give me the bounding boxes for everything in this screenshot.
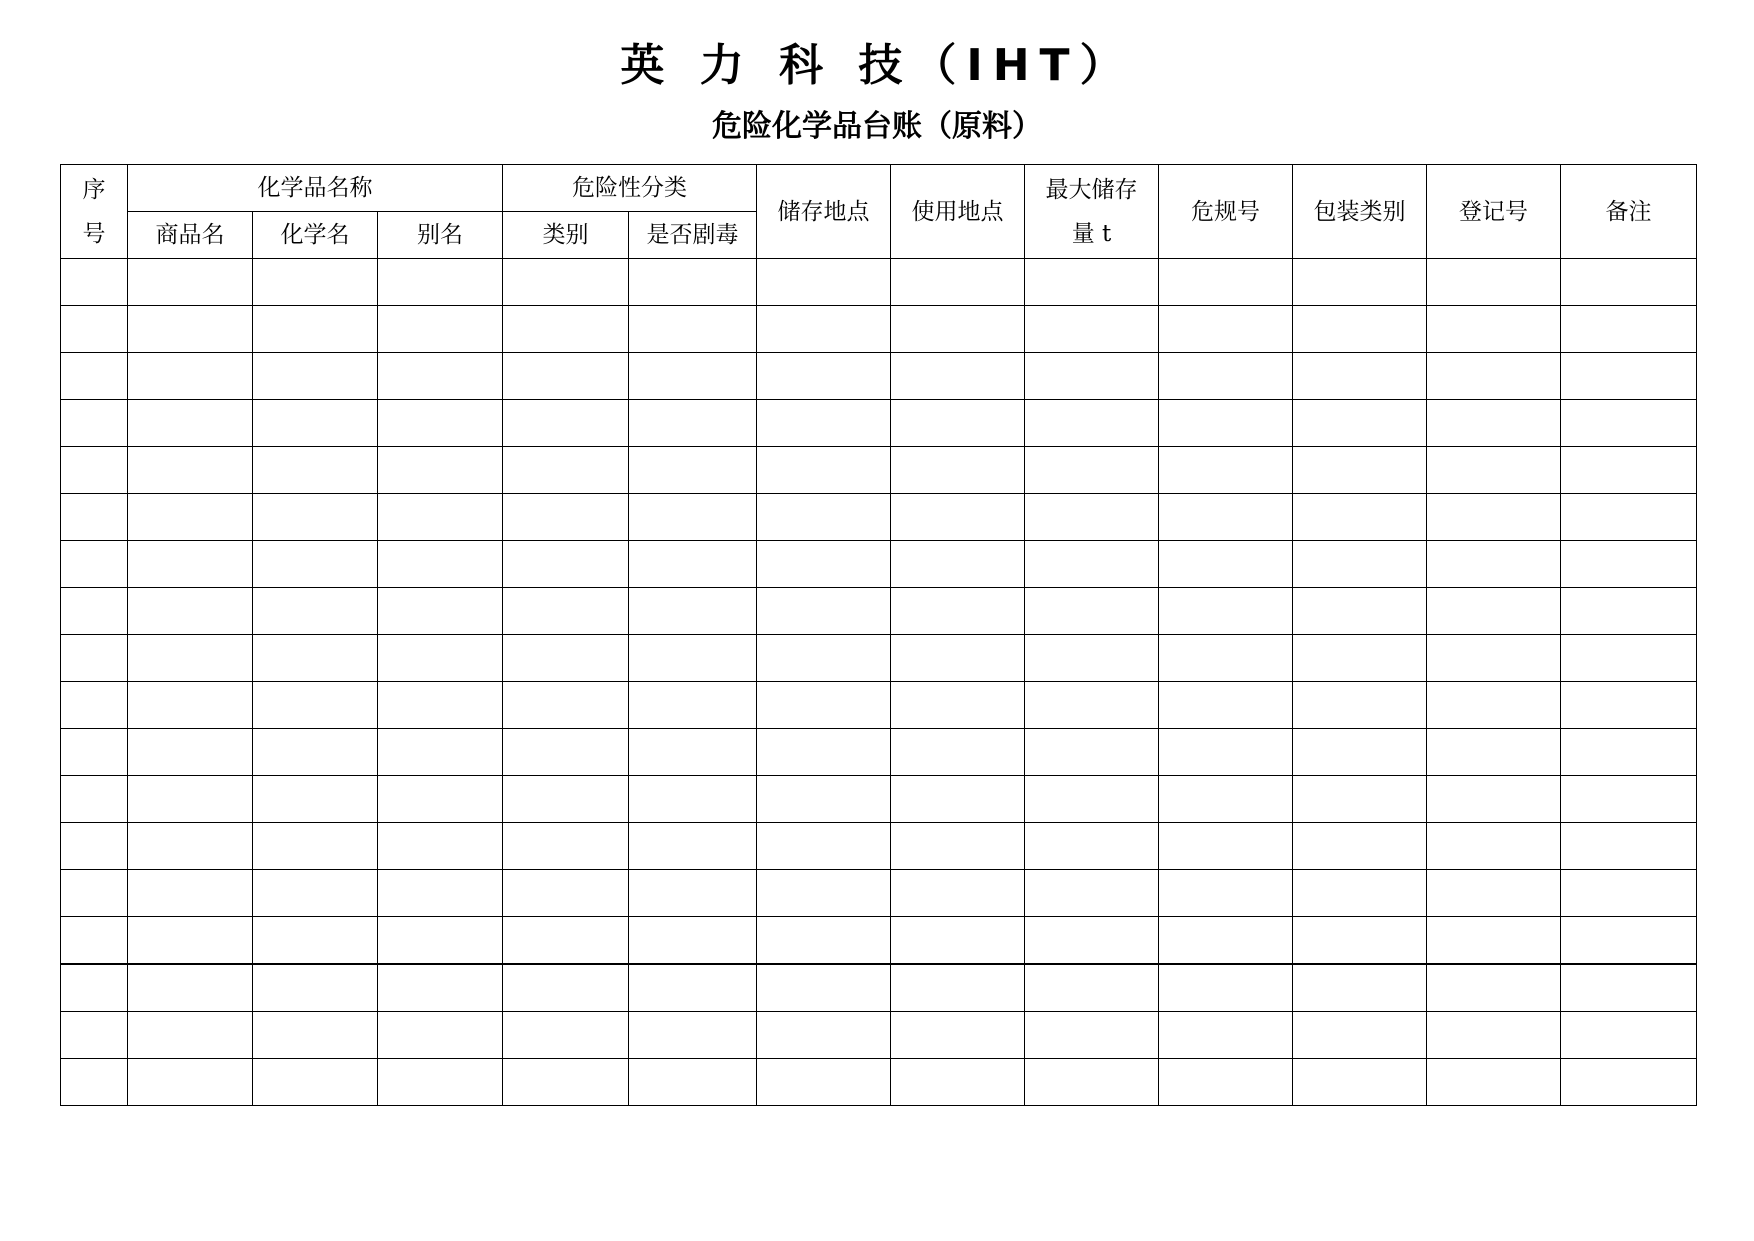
serial-cell[interactable] xyxy=(61,588,128,635)
table-row xyxy=(61,917,1697,965)
chemical-name-cell[interactable] xyxy=(253,729,378,776)
chemical-name-cell[interactable] xyxy=(253,447,378,494)
usage-location-cell[interactable] xyxy=(891,870,1025,917)
max-storage-cell[interactable] xyxy=(1025,870,1159,917)
max-storage-cell[interactable] xyxy=(1025,447,1159,494)
chemical-name-cell[interactable] xyxy=(253,917,378,965)
usage-location-cell[interactable] xyxy=(891,400,1025,447)
category-cell[interactable] xyxy=(503,447,629,494)
highly-toxic-cell[interactable] xyxy=(629,1059,757,1106)
max-storage-cell[interactable] xyxy=(1025,494,1159,541)
remarks-cell[interactable] xyxy=(1561,588,1697,635)
chemical-name-cell[interactable] xyxy=(253,353,378,400)
header-max-storage xyxy=(1025,165,1159,259)
usage-location-cell[interactable] xyxy=(891,917,1025,965)
table-row xyxy=(61,306,1697,353)
chemical-name-cell[interactable] xyxy=(253,1012,378,1059)
category-cell[interactable] xyxy=(503,917,629,965)
category-cell[interactable] xyxy=(503,682,629,729)
packaging-category-cell[interactable] xyxy=(1293,306,1427,353)
highly-toxic-cell[interactable] xyxy=(629,588,757,635)
trade-name-cell[interactable] xyxy=(128,306,253,353)
highly-toxic-cell[interactable] xyxy=(629,494,757,541)
remarks-cell[interactable] xyxy=(1561,447,1697,494)
chemical-name-cell[interactable] xyxy=(253,494,378,541)
remarks-cell[interactable] xyxy=(1561,353,1697,400)
highly-toxic-cell[interactable] xyxy=(629,259,757,306)
alias-cell[interactable] xyxy=(378,541,503,588)
header-packaging-category: 包装类别 xyxy=(1293,165,1427,259)
header-trade-name: 商品名 xyxy=(128,212,253,259)
header-row-1 xyxy=(61,165,1697,212)
packaging-category-cell[interactable] xyxy=(1293,776,1427,823)
header-serial-line2: 号 xyxy=(82,220,106,247)
category-cell[interactable] xyxy=(503,400,629,447)
serial-cell[interactable] xyxy=(61,964,128,1012)
alias-cell[interactable] xyxy=(378,917,503,965)
max-storage-cell[interactable] xyxy=(1025,588,1159,635)
registration-no-cell[interactable] xyxy=(1427,964,1561,1012)
alias-cell[interactable] xyxy=(378,682,503,729)
trade-name-cell[interactable] xyxy=(128,400,253,447)
packaging-category-cell[interactable] xyxy=(1293,494,1427,541)
registration-no-cell[interactable] xyxy=(1427,541,1561,588)
category-cell[interactable] xyxy=(503,259,629,306)
trade-name-cell[interactable] xyxy=(128,1012,253,1059)
category-cell[interactable] xyxy=(503,1012,629,1059)
remarks-cell[interactable] xyxy=(1561,776,1697,823)
usage-location-cell[interactable] xyxy=(891,306,1025,353)
usage-location-cell[interactable] xyxy=(891,494,1025,541)
alias-cell[interactable] xyxy=(378,1012,503,1059)
dangerous-goods-no-cell[interactable] xyxy=(1159,776,1293,823)
storage-location-cell[interactable] xyxy=(757,776,891,823)
registration-no-cell[interactable] xyxy=(1427,870,1561,917)
table-row xyxy=(61,494,1697,541)
dangerous-goods-no-cell[interactable] xyxy=(1159,964,1293,1012)
highly-toxic-cell[interactable] xyxy=(629,870,757,917)
header-hazard-group: 危险性分类 xyxy=(503,165,757,212)
serial-cell[interactable] xyxy=(61,400,128,447)
max-storage-cell[interactable] xyxy=(1025,400,1159,447)
registration-no-cell[interactable] xyxy=(1427,1059,1561,1106)
dangerous-goods-no-cell[interactable] xyxy=(1159,635,1293,682)
remarks-cell[interactable] xyxy=(1561,635,1697,682)
remarks-cell[interactable] xyxy=(1561,494,1697,541)
dangerous-goods-no-cell[interactable] xyxy=(1159,259,1293,306)
remarks-cell[interactable] xyxy=(1561,729,1697,776)
storage-location-cell[interactable] xyxy=(757,823,891,870)
registration-no-cell[interactable] xyxy=(1427,729,1561,776)
storage-location-cell[interactable] xyxy=(757,682,891,729)
table-row xyxy=(61,729,1697,776)
remarks-cell[interactable] xyxy=(1561,1012,1697,1059)
table-row xyxy=(61,964,1697,1012)
alias-cell[interactable] xyxy=(378,1059,503,1106)
category-cell[interactable] xyxy=(503,588,629,635)
usage-location-cell[interactable] xyxy=(891,964,1025,1012)
highly-toxic-cell[interactable] xyxy=(629,635,757,682)
registration-no-cell[interactable] xyxy=(1427,259,1561,306)
dangerous-goods-no-cell[interactable] xyxy=(1159,353,1293,400)
max-storage-cell[interactable] xyxy=(1025,917,1159,965)
packaging-category-cell[interactable] xyxy=(1293,541,1427,588)
usage-location-cell[interactable] xyxy=(891,541,1025,588)
registration-no-cell[interactable] xyxy=(1427,1012,1561,1059)
highly-toxic-cell[interactable] xyxy=(629,682,757,729)
trade-name-cell[interactable] xyxy=(128,494,253,541)
table-row xyxy=(61,400,1697,447)
registration-no-cell[interactable] xyxy=(1427,682,1561,729)
alias-cell[interactable] xyxy=(378,964,503,1012)
alias-cell[interactable] xyxy=(378,588,503,635)
registration-no-cell[interactable] xyxy=(1427,588,1561,635)
packaging-category-cell[interactable] xyxy=(1293,1059,1427,1106)
table-row xyxy=(61,776,1697,823)
remarks-cell[interactable] xyxy=(1561,682,1697,729)
category-cell[interactable] xyxy=(503,306,629,353)
remarks-cell[interactable] xyxy=(1561,306,1697,353)
packaging-category-cell[interactable] xyxy=(1293,635,1427,682)
chemical-name-cell[interactable] xyxy=(253,588,378,635)
chemical-name-cell[interactable] xyxy=(253,870,378,917)
packaging-category-cell[interactable] xyxy=(1293,1012,1427,1059)
category-cell[interactable] xyxy=(503,494,629,541)
alias-cell[interactable] xyxy=(378,494,503,541)
highly-toxic-cell[interactable] xyxy=(629,964,757,1012)
dangerous-goods-no-cell[interactable] xyxy=(1159,1012,1293,1059)
chemical-name-cell[interactable] xyxy=(253,776,378,823)
usage-location-cell[interactable] xyxy=(891,1012,1025,1059)
storage-location-cell[interactable] xyxy=(757,400,891,447)
highly-toxic-cell[interactable] xyxy=(629,729,757,776)
serial-cell[interactable] xyxy=(61,1012,128,1059)
table-row xyxy=(61,541,1697,588)
category-cell[interactable] xyxy=(503,870,629,917)
header-serial-line1: 序 xyxy=(82,176,106,203)
dangerous-goods-no-cell[interactable] xyxy=(1159,447,1293,494)
alias-cell[interactable] xyxy=(378,400,503,447)
packaging-category-cell[interactable] xyxy=(1293,682,1427,729)
trade-name-cell[interactable] xyxy=(128,776,253,823)
serial-cell[interactable] xyxy=(61,635,128,682)
highly-toxic-cell[interactable] xyxy=(629,541,757,588)
max-storage-cell[interactable] xyxy=(1025,823,1159,870)
trade-name-cell[interactable] xyxy=(128,1059,253,1106)
chemical-name-cell[interactable] xyxy=(253,541,378,588)
trade-name-cell[interactable] xyxy=(128,682,253,729)
packaging-category-cell[interactable] xyxy=(1293,870,1427,917)
trade-name-cell[interactable] xyxy=(128,823,253,870)
usage-location-cell[interactable] xyxy=(891,447,1025,494)
usage-location-cell[interactable] xyxy=(891,776,1025,823)
registration-no-cell[interactable] xyxy=(1427,353,1561,400)
alias-cell[interactable] xyxy=(378,306,503,353)
alias-cell[interactable] xyxy=(378,870,503,917)
table-row xyxy=(61,353,1697,400)
serial-cell[interactable] xyxy=(61,306,128,353)
category-cell[interactable] xyxy=(503,635,629,682)
trade-name-cell[interactable] xyxy=(128,635,253,682)
trade-name-cell[interactable] xyxy=(128,729,253,776)
usage-location-cell[interactable] xyxy=(891,353,1025,400)
registration-no-cell[interactable] xyxy=(1427,306,1561,353)
max-storage-cell[interactable] xyxy=(1025,353,1159,400)
highly-toxic-cell[interactable] xyxy=(629,1012,757,1059)
trade-name-cell[interactable] xyxy=(128,870,253,917)
packaging-category-cell[interactable] xyxy=(1293,729,1427,776)
dangerous-goods-no-cell[interactable] xyxy=(1159,1059,1293,1106)
highly-toxic-cell[interactable] xyxy=(629,447,757,494)
header-serial-number xyxy=(61,165,128,259)
packaging-category-cell[interactable] xyxy=(1293,917,1427,965)
highly-toxic-cell[interactable] xyxy=(629,400,757,447)
category-cell[interactable] xyxy=(503,353,629,400)
registration-no-cell[interactable] xyxy=(1427,447,1561,494)
dangerous-goods-no-cell[interactable] xyxy=(1159,823,1293,870)
remarks-cell[interactable] xyxy=(1561,823,1697,870)
table-row xyxy=(61,870,1697,917)
serial-cell[interactable] xyxy=(61,1059,128,1106)
storage-location-cell[interactable] xyxy=(757,353,891,400)
table-row xyxy=(61,823,1697,870)
storage-location-cell[interactable] xyxy=(757,306,891,353)
registration-no-cell[interactable] xyxy=(1427,635,1561,682)
chemical-name-cell[interactable] xyxy=(253,823,378,870)
dangerous-goods-no-cell[interactable] xyxy=(1159,494,1293,541)
storage-location-cell[interactable] xyxy=(757,447,891,494)
dangerous-goods-no-cell[interactable] xyxy=(1159,917,1293,965)
usage-location-cell[interactable] xyxy=(891,259,1025,306)
dangerous-goods-no-cell[interactable] xyxy=(1159,306,1293,353)
alias-cell[interactable] xyxy=(378,259,503,306)
registration-no-cell[interactable] xyxy=(1427,494,1561,541)
alias-cell[interactable] xyxy=(378,635,503,682)
table-row xyxy=(61,259,1697,306)
table-row xyxy=(61,682,1697,729)
header-dangerous-goods-no: 危规号 xyxy=(1159,165,1293,259)
remarks-cell[interactable] xyxy=(1561,917,1697,965)
storage-location-cell[interactable] xyxy=(757,1012,891,1059)
chemical-ledger-table xyxy=(60,164,1697,1106)
chemical-name-cell[interactable] xyxy=(253,682,378,729)
serial-cell[interactable] xyxy=(61,776,128,823)
table-row xyxy=(61,447,1697,494)
registration-no-cell[interactable] xyxy=(1427,400,1561,447)
document-subtitle: 危险化学品台账（原料） xyxy=(712,109,1042,144)
chemical-name-cell[interactable] xyxy=(253,1059,378,1106)
table-row xyxy=(61,1012,1697,1059)
usage-location-cell[interactable] xyxy=(891,635,1025,682)
max-storage-cell[interactable] xyxy=(1025,776,1159,823)
max-storage-cell[interactable] xyxy=(1025,306,1159,353)
serial-cell[interactable] xyxy=(61,823,128,870)
trade-name-cell[interactable] xyxy=(128,541,253,588)
usage-location-cell[interactable] xyxy=(891,823,1025,870)
chemical-name-cell[interactable] xyxy=(253,306,378,353)
header-max-storage-line1: 最大储存 xyxy=(1045,176,1138,203)
category-cell[interactable] xyxy=(503,729,629,776)
highly-toxic-cell[interactable] xyxy=(629,823,757,870)
max-storage-cell[interactable] xyxy=(1025,1059,1159,1106)
serial-cell[interactable] xyxy=(61,917,128,965)
remarks-cell[interactable] xyxy=(1561,870,1697,917)
max-storage-cell[interactable] xyxy=(1025,682,1159,729)
storage-location-cell[interactable] xyxy=(757,964,891,1012)
storage-location-cell[interactable] xyxy=(757,588,891,635)
remarks-cell[interactable] xyxy=(1561,541,1697,588)
alias-cell[interactable] xyxy=(378,776,503,823)
header-chemical-name-group: 化学品名称 xyxy=(128,165,503,212)
remarks-cell[interactable] xyxy=(1561,1059,1697,1106)
header-registration-no: 登记号 xyxy=(1427,165,1561,259)
header-category: 类别 xyxy=(503,212,629,259)
packaging-category-cell[interactable] xyxy=(1293,400,1427,447)
trade-name-cell[interactable] xyxy=(128,588,253,635)
highly-toxic-cell[interactable] xyxy=(629,306,757,353)
header-chemical-name: 化学名 xyxy=(253,212,378,259)
trade-name-cell[interactable] xyxy=(128,353,253,400)
dangerous-goods-no-cell[interactable] xyxy=(1159,588,1293,635)
packaging-category-cell[interactable] xyxy=(1293,964,1427,1012)
packaging-category-cell[interactable] xyxy=(1293,447,1427,494)
highly-toxic-cell[interactable] xyxy=(629,776,757,823)
max-storage-cell[interactable] xyxy=(1025,541,1159,588)
header-usage-location: 使用地点 xyxy=(891,165,1025,259)
document-title: 英 力 科 技（IHT） xyxy=(620,40,1134,91)
dangerous-goods-no-cell[interactable] xyxy=(1159,729,1293,776)
max-storage-cell[interactable] xyxy=(1025,964,1159,1012)
serial-cell[interactable] xyxy=(61,447,128,494)
chemical-name-cell[interactable] xyxy=(253,259,378,306)
header-storage-location: 储存地点 xyxy=(757,165,891,259)
max-storage-cell[interactable] xyxy=(1025,1012,1159,1059)
dangerous-goods-no-cell[interactable] xyxy=(1159,400,1293,447)
storage-location-cell[interactable] xyxy=(757,917,891,965)
packaging-category-cell[interactable] xyxy=(1293,259,1427,306)
storage-location-cell[interactable] xyxy=(757,494,891,541)
serial-cell[interactable] xyxy=(61,870,128,917)
registration-no-cell[interactable] xyxy=(1427,917,1561,965)
alias-cell[interactable] xyxy=(378,823,503,870)
storage-location-cell[interactable] xyxy=(757,259,891,306)
packaging-category-cell[interactable] xyxy=(1293,588,1427,635)
max-storage-cell[interactable] xyxy=(1025,729,1159,776)
table-row xyxy=(61,1059,1697,1106)
category-cell[interactable] xyxy=(503,823,629,870)
packaging-category-cell[interactable] xyxy=(1293,823,1427,870)
usage-location-cell[interactable] xyxy=(891,588,1025,635)
remarks-cell[interactable] xyxy=(1561,259,1697,306)
usage-location-cell[interactable] xyxy=(891,682,1025,729)
table-row xyxy=(61,635,1697,682)
header-remarks: 备注 xyxy=(1561,165,1697,259)
registration-no-cell[interactable] xyxy=(1427,776,1561,823)
registration-no-cell[interactable] xyxy=(1427,823,1561,870)
header-highly-toxic: 是否剧毒 xyxy=(629,212,757,259)
header-max-storage-line2: 量 t xyxy=(1071,220,1112,247)
storage-location-cell[interactable] xyxy=(757,729,891,776)
alias-cell[interactable] xyxy=(378,447,503,494)
trade-name-cell[interactable] xyxy=(128,447,253,494)
alias-cell[interactable] xyxy=(378,353,503,400)
dangerous-goods-no-cell[interactable] xyxy=(1159,682,1293,729)
chemical-name-cell[interactable] xyxy=(253,635,378,682)
header-alias: 别名 xyxy=(378,212,503,259)
remarks-cell[interactable] xyxy=(1561,964,1697,1012)
serial-cell[interactable] xyxy=(61,682,128,729)
trade-name-cell[interactable] xyxy=(128,964,253,1012)
storage-location-cell[interactable] xyxy=(757,541,891,588)
serial-cell[interactable] xyxy=(61,729,128,776)
serial-cell[interactable] xyxy=(61,541,128,588)
storage-location-cell[interactable] xyxy=(757,635,891,682)
max-storage-cell[interactable] xyxy=(1025,259,1159,306)
dangerous-goods-no-cell[interactable] xyxy=(1159,541,1293,588)
category-cell[interactable] xyxy=(503,541,629,588)
usage-location-cell[interactable] xyxy=(891,729,1025,776)
serial-cell[interactable] xyxy=(61,494,128,541)
max-storage-cell[interactable] xyxy=(1025,635,1159,682)
category-cell[interactable] xyxy=(503,964,629,1012)
chemical-name-cell[interactable] xyxy=(253,964,378,1012)
serial-cell[interactable] xyxy=(61,259,128,306)
storage-location-cell[interactable] xyxy=(757,1059,891,1106)
trade-name-cell[interactable] xyxy=(128,259,253,306)
chemical-name-cell[interactable] xyxy=(253,400,378,447)
category-cell[interactable] xyxy=(503,776,629,823)
table-row xyxy=(61,588,1697,635)
dangerous-goods-no-cell[interactable] xyxy=(1159,870,1293,917)
category-cell[interactable] xyxy=(503,1059,629,1106)
usage-location-cell[interactable] xyxy=(891,1059,1025,1106)
serial-cell[interactable] xyxy=(61,353,128,400)
packaging-category-cell[interactable] xyxy=(1293,353,1427,400)
trade-name-cell[interactable] xyxy=(128,917,253,965)
storage-location-cell[interactable] xyxy=(757,870,891,917)
alias-cell[interactable] xyxy=(378,729,503,776)
remarks-cell[interactable] xyxy=(1561,400,1697,447)
highly-toxic-cell[interactable] xyxy=(629,353,757,400)
highly-toxic-cell[interactable] xyxy=(629,917,757,965)
